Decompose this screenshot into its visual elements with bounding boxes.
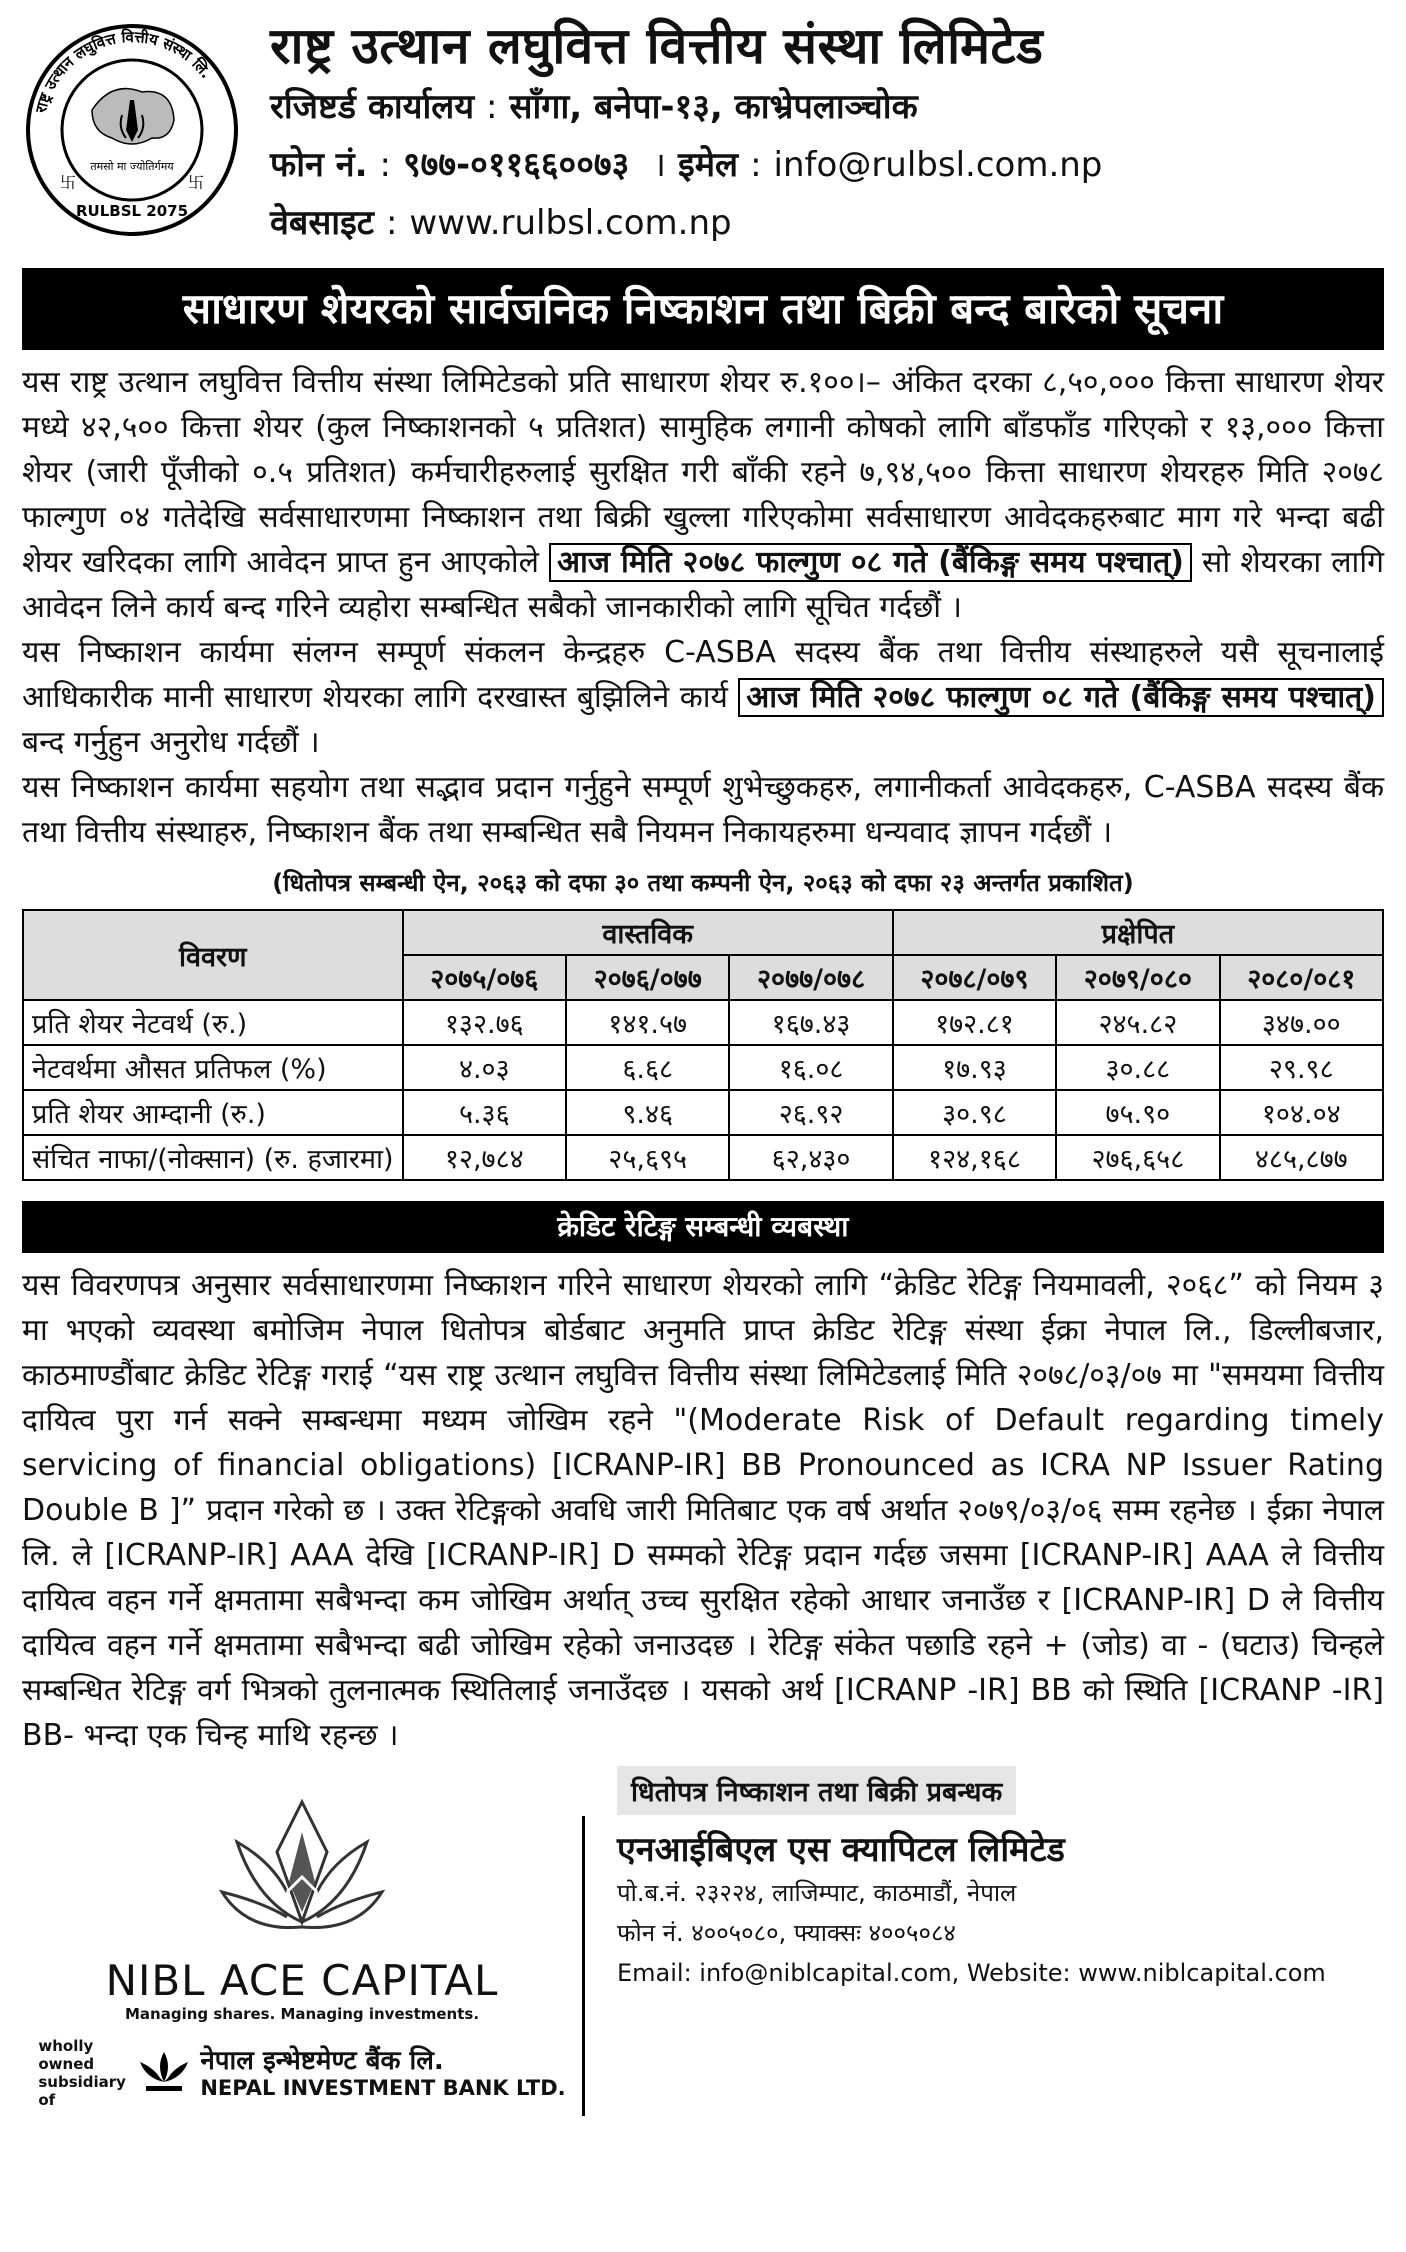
col-label-header: विवरण: [23, 910, 403, 1000]
paragraph-1: यस राष्ट्र उत्थान लघुवित्त वित्तीय संस्था लिमिटेडको प्रति साधारण शेयर रु.१००।– अंकित दरका ८,५०,००० कित्ता साधारण शेयर मध्ये ४२,५०० कित्ता शेयर (कुल निष्काशनको ५ प्रतिशत) सामुहिक लगानी कोषको लागि बाँडफाँड गरिएको र १३,००० कित्ता शेयर (जारी पूँजीको ०.५ प्रतिशत) कर्मचारीहरुलाई सुरक्षित गरी बाँकी रहने ७,९४,५०० कित्ता साधारण शेयरहरु मिति २०७८ फाल्गुण ०४ गतेदेखि सर्वसाधारणमा निष्काशन तथा बिक्री खुल्ला गरिएकोमा सर्वसाधारण आवेदकहरुबाट माग गरे भन्दा बढी शेयर खरिदका लागि आवेदन प्राप्त हुन आएकोले आज मिति २०७८ फाल्गुण ०८ गते (बैंकिङ्ग समय पश्चात्) सो शेयरका लागि आवेदन लिने कार्य बन्द गरिने व्यहोरा सम्बन्धित सबैको जानकारीको लागि सूचित गर्दछौं ।: [22, 365, 1384, 625]
table-row: संचित नाफा/(नोक्सान) (रु. हजारमा) १२,७८४ २५,६९५ ६२,४३० १२४,१६८ २७६,६५८ ४८५,८७७: [23, 1135, 1383, 1180]
credit-rating-title: क्रेडिट रेटिङ्ग सम्बन्धी व्यबस्था: [22, 1201, 1384, 1253]
phone-value: ९७७-०११६६००७३: [402, 145, 630, 185]
svg-text:卐: 卐: [188, 173, 205, 192]
table-row: प्रति शेयर आम्दानी (रु.) ५.३६ ९.४६ २६.९२ ३०.९८ ७५.९० १०४.०४: [23, 1090, 1383, 1135]
contact-line: फोन नं. : ९७७-०११६६००७३ । इमेल : info@rulbsl.com.np: [270, 145, 1103, 185]
organization-seal-icon: [22, 20, 242, 240]
header: [22, 0, 1384, 268]
nibl-ace-capital-logo-text: NIBL ACE CAPITAL: [105, 1956, 499, 2005]
email-label: इमेल: [678, 145, 739, 185]
highlight-date-2: आज मिति २०७८ फाल्गुण ०८ गते (बैंकिङ्ग समय पश्चात्): [738, 678, 1384, 717]
credit-rating-body: यस विवरणपत्र अनुसार सर्वसाधारणमा निष्काशन गरिने साधारण शेयरको लागि “क्रेडिट रेटिङ्ग नियमावली, २०६८” को नियम ३ मा भएको व्यवस्था बमोजिम नेपाल धितोपत्र बोर्डबाट अनुमति प्राप्त क्रेडिट रेटिङ्ग संस्था ईक्रा नेपाल लि., डिल्लीबजार, काठमाण्डौंबाट क्रेडिट रेटिङ्ग गराई “यस राष्ट्र उत्थान लघुवित्त वित्तीय संस्था लिमिटेडलाई मिति २०७८/०३/०७ मा "समयमा वित्तीय दायित्व पुरा गर्न सक्ने सम्बन्धमा मध्यम जोखिम रहने "(Moderate Risk of Default regarding timely servicing of financial obligations) [ICRANP-IR] BB Pronounced as ICRA NP Issuer Rating Double B ]” प्रदान गरेको छ । उक्त रेटिङ्गको अवधि जारी मितिबाट एक वर्ष अर्थात २०७९/०३/०६ सम्म रहनेछ । ईक्रा नेपाल लि. ले [ICRANP-IR] AAA देखि [ICRANP-IR] D सम्मको रेटिङ्ग प्रदान गर्दछ जसमा [ICRANP-IR] AAA ले वित्तीय दायित्व वहन गर्ने क्षमतामा सबैभन्दा कम जोखिम अर्थात् उच्च सुरक्षित रहेको आधार जनाउँछ र [ICRANP-IR] D ले वित्तीय दायित्व वहन गर्ने क्षमतामा सबैभन्दा बढी जोखिम रहेको जनाउदछ । रेटिङ्ग संकेत पछाडि रहने + (जोड) वा - (घटाउ) चिन्हले सम्बन्धित रेटिङ्ग वर्ग भित्रको तुलनात्मक स्थितिलाई जनाउँदछ । यसको अर्थ [ICRANP -IR] BB को स्थिति [ICRANP -IR] BB- भन्दा एक चिन्ह माथि रहन्छ ।: [22, 1268, 1384, 1753]
year-header: २०७६/०७७: [566, 955, 729, 1000]
subsidiary-block: [22, 2037, 582, 2109]
issue-manager-label: धितोपत्र निष्काशन तथा बिक्री प्रबन्धक: [617, 1766, 1016, 1815]
lotus-logo-icon: [217, 1792, 387, 1952]
year-header: २०७५/०७६: [403, 955, 566, 1000]
issue-manager-name: एनआईबिएल एस क्यापिटल लिमिटेड: [617, 1830, 1065, 1870]
svg-text:卐: 卐: [60, 173, 77, 192]
nibl-tagline: Managing shares. Managing investments.: [124, 2005, 480, 2023]
bank-logo-icon: [136, 2048, 192, 2098]
office-label: रजिष्टर्ड कार्यालय: [270, 87, 475, 127]
bank-name-np: नेपाल इन्भेष्टमेण्ट बैंक लि.: [200, 2046, 444, 2076]
website-label: वेबसाइट: [270, 203, 374, 243]
group-actual-header: वास्तविक: [403, 910, 893, 955]
subsidiary-text: wholly owned subsidiary of: [38, 2037, 126, 2109]
phone-label: फोन नं.: [270, 145, 368, 185]
highlight-date-1: आज मिति २०७८ फाल्गुण ०८ गते (बैंकिङ्ग समय पश्चात्): [549, 543, 1192, 582]
table-row: प्रति शेयर नेटवर्थ (रु.) १३२.७६ १४१.५७ १६७.४३ १७२.८१ २४५.८२ ३४७.००: [23, 1000, 1383, 1045]
financial-table: [22, 909, 1384, 1181]
website-value[interactable]: www.rulbsl.com.np: [409, 203, 732, 243]
year-header: २०७७/०७८: [729, 955, 892, 1000]
group-projected-header: प्रक्षेपित: [893, 910, 1383, 955]
org-name: राष्ट्र उत्थान लघुवित्त वित्तीय संस्था लिमिटेड: [270, 17, 1044, 75]
notice-body: [22, 360, 1384, 855]
seal-ring-text: राष्ट्र उत्थान लघुवित्त वित्तीय संस्था लि.: [31, 27, 216, 115]
year-header: २०७९/०८०: [1056, 955, 1219, 1000]
seal-abbr: RULBSL 2075: [75, 202, 189, 220]
issue-manager-email-web: Email: info@niblcapital.com, Website: www.niblcapital.com: [617, 1959, 1326, 1987]
seal-motto: तमसो मा ज्योतिर्गमय: [90, 160, 174, 173]
header-text: [270, 14, 1384, 252]
year-header: २०७८/०७९: [893, 955, 1056, 1000]
table-row: नेटवर्थमा औसत प्रतिफल (%) ४.०३ ६.६८ १६.०८ १७.९३ ३०.८८ २९.९८: [23, 1045, 1383, 1090]
office-line: रजिष्टर्ड कार्यालय : साँगा, बनेपा-१३, काभ्रेपलाञ्चोक: [270, 87, 918, 127]
issue-manager: [582, 1777, 1384, 2116]
act-note: (धितोपत्र सम्बन्धी ऐन, २०६३ को दफा ३० तथा कम्पनी ऐन, २०६३ को दफा २३ अन्तर्गत प्रकाशित): [272, 869, 1134, 897]
footer: [22, 1777, 1384, 2116]
website-line: वेबसाइट : www.rulbsl.com.np: [270, 203, 732, 243]
notice-title: साधारण शेयरको सार्वजनिक निष्काशन तथा बिक्री बन्द बारेको सूचना: [22, 268, 1384, 350]
issue-manager-phone: फोन नं. ४००५०८०, फ्याक्सः ४००५०८४: [617, 1919, 956, 1947]
email-value[interactable]: info@rulbsl.com.np: [773, 145, 1103, 185]
bank-name-en: NEPAL INVESTMENT BANK LTD.: [200, 2076, 566, 2100]
office-value: साँगा, बनेपा-१३, काभ्रेपलाञ्चोक: [509, 87, 918, 127]
paragraph-2: यस निष्काशन कार्यमा संलग्न सम्पूर्ण संकलन केन्द्रहरु C-ASBA सदस्य बैंक तथा वित्तीय संस्थाहरुले यसै सूचनालाई आधिकारीक मानी साधारण शेयरका लागि दरखास्त बुझिलिने कार्य आज मिति २०७८ फाल्गुण ०८ गते (बैंकिङ्ग समय पश्चात्) बन्द गर्नुहुन अनुरोध गर्दछौं ।: [22, 635, 1384, 760]
paragraph-3: यस निष्काशन कार्यमा सहयोग तथा सद्भाव प्रदान गर्नुहुने सम्पूर्ण शुभेच्छुकहरु, लगानीकर्ता आवेदकहरु, C-ASBA सदस्य बैंक तथा वित्तीय संस्थाहरु, निष्काशन बैंक तथा सम्बन्धित सबै नियमन निकायहरुमा धन्यवाद ज्ञापन गर्दछौं ।: [22, 770, 1384, 850]
bank-names: [200, 2046, 565, 2100]
issue-manager-address: पो.ब.नं. २३२२४, लाजिम्पाट, काठमाडौं, नेपाल: [617, 1879, 1017, 1907]
year-header: २०८०/०८१: [1220, 955, 1383, 1000]
nibl-branding: [22, 1786, 582, 2116]
